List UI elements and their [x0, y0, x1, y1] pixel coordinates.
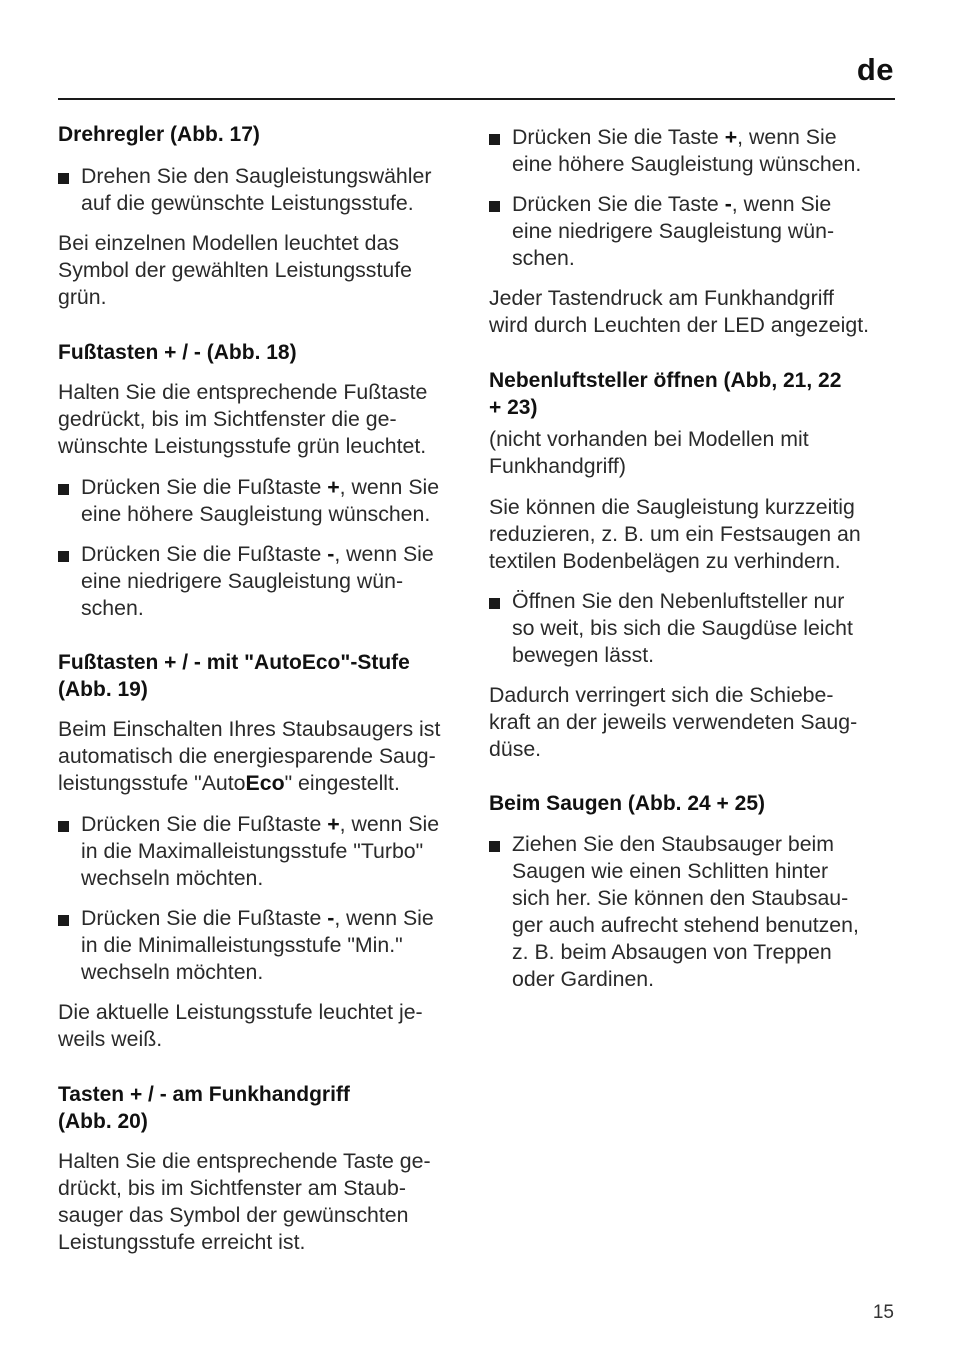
bullet-square-icon: [58, 915, 69, 926]
paragraph: [489, 494, 899, 575]
text-line: Halten Sie die entsprechende Fußtaste: [58, 380, 428, 404]
section-heading-fusstasten: [58, 339, 468, 366]
text-run: Drücken Sie die Fußtaste: [81, 906, 328, 930]
bullet-line: [512, 124, 899, 151]
text-line: düse.: [489, 737, 542, 761]
heading-text: Beim Saugen (Abb. 24 + 25): [489, 792, 765, 815]
bullet-line: ger auch aufrecht stehend benutzen,: [512, 913, 859, 937]
bullet-line: bewegen lässt.: [512, 643, 655, 667]
bullet-line: [81, 474, 468, 501]
bullet-line: [81, 905, 468, 932]
paragraph: [489, 682, 899, 763]
heading-text: Nebenluftsteller öffnen (Abb, 21, 22: [489, 369, 842, 392]
bullet-line: oder Gardinen.: [512, 967, 655, 991]
paragraph: [58, 999, 468, 1053]
text-line: Jeder Tastendruck am Funkhandgriff: [489, 286, 834, 310]
text-line: sauger das Symbol der gewünschten: [58, 1203, 409, 1227]
heading-text: Drehregler (Abb. 17): [58, 123, 260, 146]
left-column: [58, 121, 468, 1256]
text-line: Leistungsstufe erreicht ist.: [58, 1230, 306, 1254]
paragraph: [489, 426, 899, 480]
bullet-item: [58, 811, 468, 892]
bullet-line: eine höhere Saugleistung wünschen.: [512, 152, 862, 176]
bullet-square-icon: [58, 821, 69, 832]
text-run: Drücken Sie die Fußtaste: [81, 812, 328, 836]
section-heading-nebenluftsteller: [489, 367, 899, 421]
key-symbol: -: [327, 906, 335, 930]
language-code: de: [856, 52, 894, 87]
bullet-item: [58, 541, 468, 622]
bullet-item: [489, 191, 899, 272]
text-line: Bei einzelnen Modellen leuchtet das: [58, 231, 399, 255]
bullet-item: [489, 831, 899, 993]
text-line: (nicht vorhanden bei Modellen mit: [489, 427, 809, 451]
text-line: wird durch Leuchten der LED angezeigt.: [489, 313, 870, 337]
text-line: automatisch die energiesparende Saug-: [58, 744, 436, 768]
text-run: Drücken Sie die Fußtaste: [81, 475, 328, 499]
text-line: Beim Einschalten Ihres Staubsaugers ist: [58, 717, 441, 741]
bullet-square-icon: [489, 598, 500, 609]
text-line: Dadurch verringert sich die Schiebe-: [489, 683, 834, 707]
key-symbol: -: [724, 192, 732, 216]
bullet-line: wechseln möchten.: [81, 960, 264, 984]
bullet-line: [81, 541, 468, 568]
bullet-item: [58, 163, 468, 217]
bullet-line: Drehen Sie den Saugleistungswähler: [81, 164, 432, 188]
paragraph: [58, 716, 468, 797]
bullet-line: [81, 811, 468, 838]
bullet-line: [512, 191, 899, 218]
bullet-line: sich her. Sie können den Staubsau-: [512, 886, 849, 910]
text-line: [58, 770, 468, 797]
text-line: drückt, bis im Sichtfenster am Staub-: [58, 1176, 406, 1200]
bullet-item: [489, 588, 899, 669]
bullet-square-icon: [489, 201, 500, 212]
header-rule: [58, 98, 895, 100]
bullet-item: [489, 124, 899, 178]
right-column: [489, 124, 899, 993]
heading-text: + 23): [489, 396, 538, 419]
text-line: gedrückt, bis im Sichtfenster die ge-: [58, 407, 397, 431]
text-line: Sie können die Saugleistung kurzzeitig: [489, 495, 855, 519]
bullet-line: in die Minimalleistungsstufe "Min.": [81, 933, 403, 957]
bullet-line: wechseln möchten.: [81, 866, 264, 890]
text-run: Drücken Sie die Fußtaste: [81, 542, 328, 566]
page-number: 15: [872, 1302, 894, 1323]
paragraph: [489, 285, 899, 339]
bullet-line: eine niedrigere Saugleistung wün-: [512, 219, 835, 243]
text-run: , wenn Sie: [334, 542, 434, 566]
text-run: " eingestellt.: [284, 771, 400, 795]
text-run: , wenn Sie: [339, 475, 440, 499]
paragraph: [58, 379, 468, 460]
bullet-line: schen.: [512, 246, 575, 270]
text-line: Symbol der gewählten Leistungsstufe: [58, 258, 412, 282]
bullet-square-icon: [58, 173, 69, 184]
key-symbol: +: [327, 475, 340, 499]
text-line: wünschte Leistungsstufe grün leuchtet.: [58, 434, 427, 458]
paragraph: [58, 1148, 468, 1256]
heading-text: Tasten + / - am Funkhandgriff: [58, 1083, 350, 1106]
text-line: textilen Bodenbelägen zu verhindern.: [489, 549, 841, 573]
key-symbol: +: [327, 812, 340, 836]
text-run: Drücken Sie die Taste: [512, 192, 725, 216]
section-heading-drehregler: [58, 121, 468, 148]
bullet-square-icon: [489, 841, 500, 852]
key-symbol: +: [724, 125, 738, 149]
heading-text: (Abb. 19): [58, 678, 148, 701]
bullet-line: auf die gewünschte Leistungsstufe.: [81, 191, 414, 215]
text-line: kraft an der jeweils verwendeten Saug-: [489, 710, 858, 734]
text-run: , wenn Sie: [334, 906, 434, 930]
text-line: Funkhandgriff): [489, 454, 626, 478]
text-run: , wenn Sie: [339, 812, 440, 836]
bullet-square-icon: [58, 484, 69, 495]
text-line: Die aktuelle Leistungsstufe leuchtet je-: [58, 1000, 423, 1024]
heading-text: (Abb. 20): [58, 1110, 148, 1133]
section-heading-beim-saugen: [489, 790, 899, 817]
bullet-square-icon: [58, 551, 69, 562]
bullet-line: so weit, bis sich die Saugdüse leicht: [512, 616, 853, 640]
bullet-line: eine niedrigere Saugleistung wün-: [81, 569, 404, 593]
bullet-square-icon: [489, 134, 500, 145]
bullet-item: [58, 905, 468, 986]
text-run: , wenn Sie: [737, 125, 837, 149]
text-line: weils weiß.: [58, 1027, 163, 1051]
heading-text: Fußtasten + / - mit "AutoEco"-Stufe: [58, 651, 410, 674]
bullet-line: schen.: [81, 596, 144, 620]
text-run: , wenn Sie: [731, 192, 832, 216]
key-symbol: -: [327, 542, 335, 566]
section-heading-autoeco: [58, 649, 468, 703]
bullet-item: [58, 474, 468, 528]
heading-text: Fußtasten + / - (Abb. 18): [58, 341, 297, 364]
bullet-line: Saugen wie einen Schlitten hinter: [512, 859, 829, 883]
paragraph: [58, 230, 468, 311]
bullet-line: eine höhere Saugleistung wünschen.: [81, 502, 431, 526]
eco-emphasis: Eco: [245, 771, 285, 795]
text-run: Drücken Sie die Taste: [512, 125, 725, 149]
bullet-line: Ziehen Sie den Staubsauger beim: [512, 832, 835, 856]
text-run: leistungsstufe "Auto: [58, 771, 246, 795]
bullet-line: in die Maximalleistungsstufe "Turbo": [81, 839, 424, 863]
text-line: reduzieren, z. B. um ein Festsaugen an: [489, 522, 861, 546]
text-line: grün.: [58, 285, 107, 309]
bullet-line: z. B. beim Absaugen von Treppen: [512, 940, 832, 964]
section-heading-funkhandgriff: [58, 1081, 468, 1135]
bullet-line: Öffnen Sie den Nebenluftsteller nur: [512, 589, 845, 613]
text-line: Halten Sie die entsprechende Taste ge-: [58, 1149, 431, 1173]
